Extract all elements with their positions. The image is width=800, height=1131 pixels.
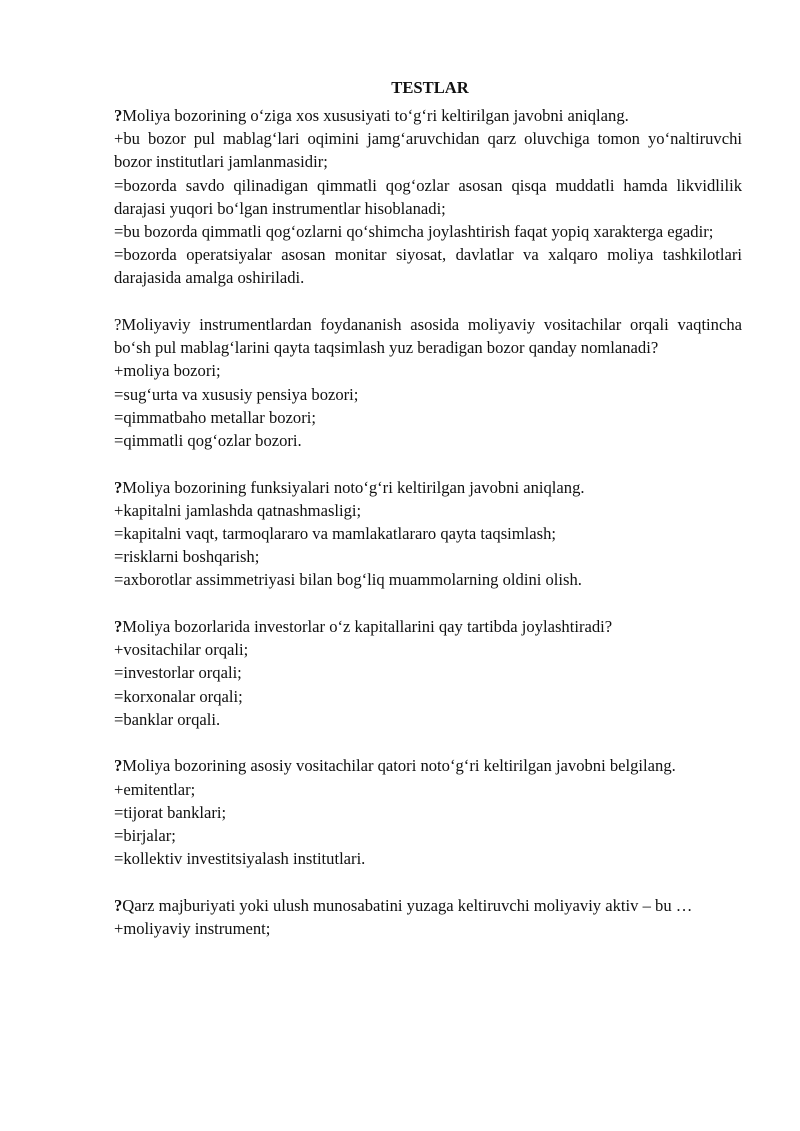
question-text (114, 104, 742, 127)
question-mark: ? (114, 477, 123, 497)
question-label: Qarz majburiyati yoki ulush munosabatini yuzaga keltiruvchi moliyaviy aktiv – bu … (122, 895, 693, 915)
correct-answer-option: +moliya bozori; (114, 361, 221, 381)
answer-option: =qimmatli qog‘ozlar bozori. (114, 431, 302, 451)
answer-option: =tijorat banklari; (114, 802, 227, 822)
question-mark: ? (114, 895, 123, 915)
question-mark: ? (114, 617, 123, 637)
question-label: Moliya bozorining o‘ziga xos xususiyati to‘g‘ri keltirilgan javobni aniqlang. (122, 106, 629, 125)
question-label: Moliya bozorining asosiy vositachilar qatori noto‘g‘ri keltirilgan javobni belgilang. (122, 756, 676, 776)
question-mark: ? (114, 756, 123, 776)
answer-option: =axborotlar assimmetriyasi bilan bog‘liq muammolarning oldini olish. (114, 570, 582, 590)
question-text (114, 313, 742, 359)
question-label: Moliya bozorlarida investorlar o‘z kapitallarini qay tartibda joylashtiradi? (122, 617, 613, 637)
answer-option: =qimmatbaho metallar bozori; (114, 407, 316, 427)
question-text (114, 894, 742, 917)
answer-option: =kollektiv investitsiyalash institutlari. (114, 849, 366, 869)
question-block (114, 476, 742, 592)
correct-answer-option: +vositachilar orqali; (114, 640, 249, 660)
question-mark: ? (114, 106, 123, 125)
question-block (114, 754, 742, 870)
question-mark: ? (114, 315, 122, 335)
answer-option: =banklar orqali. (114, 709, 221, 729)
answer-option: =sug‘urta va xususiy pensiya bozori; (114, 384, 359, 404)
answer-option: =investorlar orqali; (114, 663, 242, 683)
answer-option: =korxonalar orqali; (114, 686, 243, 706)
correct-answer-option: +emitentlar; (114, 779, 196, 799)
document-page (114, 74, 742, 964)
question-list (114, 104, 742, 940)
question-text (114, 476, 742, 499)
correct-answer-option: +kapitalni jamlashda qatnashmasligi; (114, 500, 362, 520)
question-text (114, 754, 742, 777)
answer-option: =risklarni boshqarish; (114, 547, 260, 567)
question-block (114, 615, 742, 731)
question-block (114, 104, 742, 290)
correct-answer-option: +moliyaviy instrument; (114, 919, 271, 939)
answer-option: =bu bozorda qimmatli qog‘ozlarni qo‘shimcha joylashtirish faqat yopiq xarakterga egadir; (114, 222, 714, 242)
page-title: TESTLAR (391, 78, 469, 97)
correct-answer-option: +bu bozor pul mablag‘lari oqimini jamg‘aruvchidan qarz oluvchiga tomon yo‘naltiruvchi bozor institutlari jamlanmasidir; (114, 129, 742, 172)
question-label: Moliyaviy instrumentlardan foydananish asosida moliyaviy vositachilar orqali vaqtincha bo‘sh pul mablag‘larini qayta taqsimlash yuz beradigan bozor qanday nomlanadi? (114, 315, 742, 358)
question-block (114, 313, 742, 452)
answer-option: =birjalar; (114, 826, 176, 846)
question-label: Moliya bozorining funksiyalari noto‘g‘ri keltirilgan javobni aniqlang. (122, 477, 585, 497)
answer-option: =kapitalni vaqt, tarmoqlararo va mamlakatlararo qayta taqsimlash; (114, 524, 557, 544)
question-text (114, 615, 742, 638)
answer-option: =bozorda savdo qilinadigan qimmatli qog‘ozlar asosan qisqa muddatli hamda likvidlilik darajasi yuqori bo‘lgan instrumentlar hisoblanadi; (114, 175, 742, 218)
answer-option: =bozorda operatsiyalar asosan monitar siyosat, davlatlar va xalqaro moliya tashkilotlari darajasida amalga oshiriladi. (114, 245, 742, 288)
question-block (114, 894, 742, 940)
